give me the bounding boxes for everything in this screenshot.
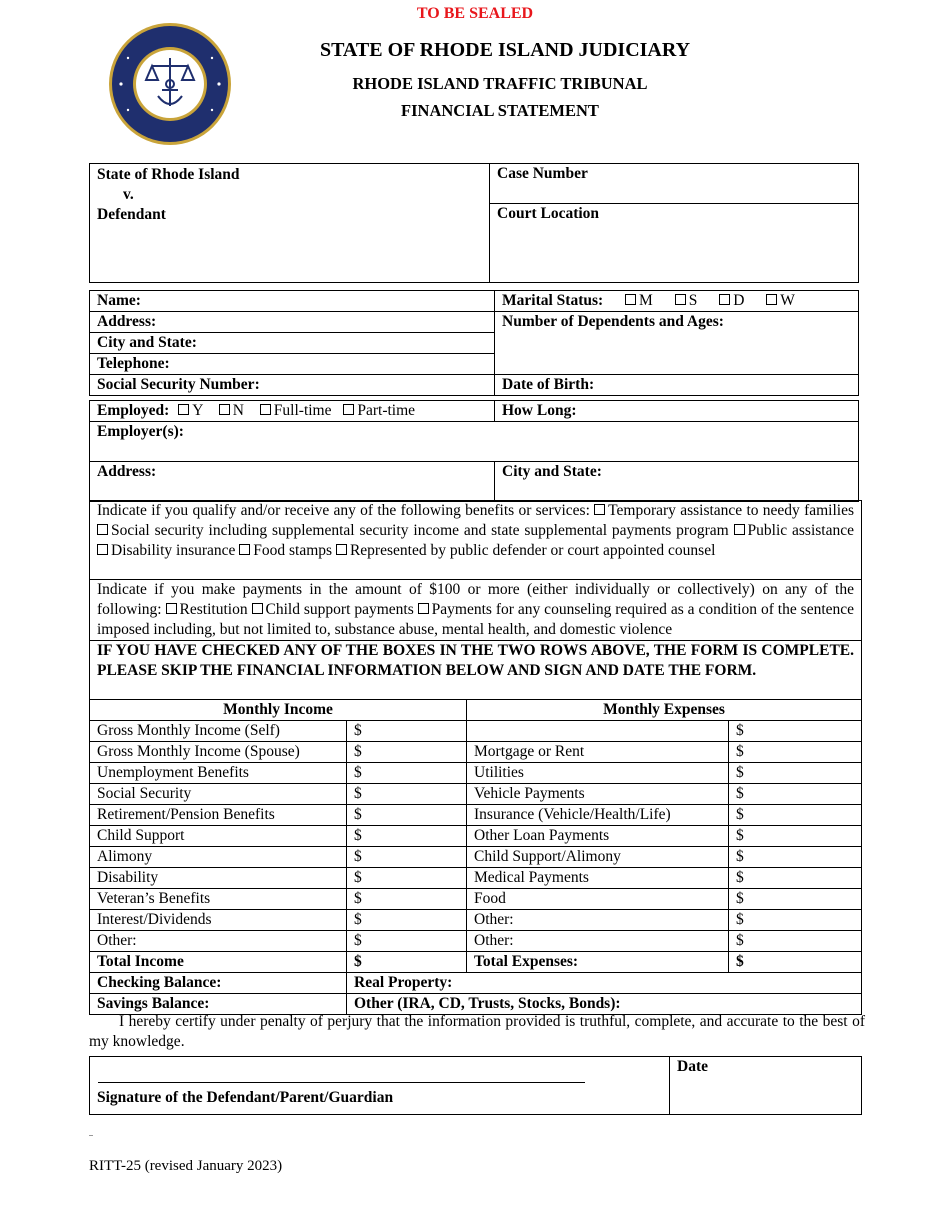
payments-row [90, 580, 862, 641]
expense-amount-field[interactable]: $ [729, 721, 862, 742]
employed-label: Employed: [97, 402, 170, 419]
name-field[interactable] [90, 291, 495, 312]
income-label: Alimony [90, 847, 347, 868]
benefit-tanf-checkbox[interactable] [594, 504, 605, 515]
date-label: Date [677, 1058, 708, 1075]
address-label: Address: [97, 313, 157, 330]
benefits-row [90, 501, 862, 580]
expense-amount-field[interactable]: $ [729, 847, 862, 868]
signature-line [98, 1082, 585, 1083]
case-state-label: State of Rhode Island [97, 166, 240, 183]
benefit-ssi-checkbox[interactable] [97, 524, 108, 535]
how-long-field[interactable] [495, 401, 859, 422]
case-number-field[interactable] [490, 164, 859, 204]
expense-label: Mortgage or Rent [467, 742, 729, 763]
expense-label: Other Loan Payments [467, 826, 729, 847]
employed-n-label: N [232, 402, 244, 419]
marital-s-label: S [688, 292, 698, 309]
part-time-checkbox[interactable] [343, 404, 354, 415]
real-property-label: Real Property: [354, 974, 453, 991]
how-long-label: How Long: [502, 402, 577, 419]
expense-label: Medical Payments [467, 868, 729, 889]
signature-table [89, 1056, 862, 1115]
income-label: Gross Monthly Income (Self) [90, 721, 347, 742]
case-versus-label: v. [123, 186, 134, 203]
benefit-public-defender-checkbox[interactable] [336, 544, 347, 555]
full-time-checkbox[interactable] [260, 404, 271, 415]
income-label: Child Support [90, 826, 347, 847]
finance-row [90, 847, 862, 868]
ssn-field[interactable] [90, 375, 495, 396]
real-property-field[interactable] [347, 973, 862, 994]
employed-n-checkbox[interactable] [219, 404, 230, 415]
income-amount-field[interactable]: $ [347, 931, 467, 952]
benefit-tanf-label: Temporary assistance to needy families [608, 502, 855, 519]
benefit-food-stamps-label: Food stamps [253, 542, 333, 559]
benefit-disability-checkbox[interactable] [97, 544, 108, 555]
marital-m-label: M [639, 292, 653, 309]
finance-row [90, 931, 862, 952]
employer-city-state-field[interactable] [495, 462, 859, 502]
court-location-field[interactable] [490, 204, 859, 283]
other-assets-label: Other (IRA, CD, Trusts, Stocks, Bonds): [354, 995, 621, 1012]
city-state-label: City and State: [97, 334, 197, 351]
marital-s-checkbox[interactable] [675, 294, 686, 305]
payments-intro: Indicate if you make payments in the amount of $100 or more (either individually or collectively) on any of the following: [97, 581, 854, 618]
finance-row [90, 805, 862, 826]
to-be-sealed-notice: TO BE SEALED [416, 5, 534, 22]
telephone-field[interactable] [90, 354, 495, 375]
checking-balance-label: Checking Balance: [97, 974, 222, 991]
expense-label: Food [467, 889, 729, 910]
income-label: Veteran’s Benefits [90, 889, 347, 910]
expense-label: Utilities [467, 763, 729, 784]
expense-amount-field[interactable]: $ [729, 910, 862, 931]
benefit-public-assistance-label: Public assistance [747, 522, 855, 539]
total-income-field[interactable]: $ [347, 952, 467, 973]
dependents-label: Number of Dependents and Ages: [502, 313, 724, 330]
expense-amount-field[interactable]: $ [729, 868, 862, 889]
footer-mark [89, 1135, 93, 1136]
employed-y-label: Y [192, 402, 203, 419]
payment-counseling-checkbox[interactable] [418, 603, 429, 614]
expense-label [467, 721, 729, 742]
expense-amount-field[interactable]: $ [729, 889, 862, 910]
expense-amount-field[interactable]: $ [729, 784, 862, 805]
case-number-label: Case Number [497, 165, 588, 182]
personal-info-table [89, 290, 859, 396]
income-label: Interest/Dividends [90, 910, 347, 931]
marital-d-label: D [733, 292, 745, 309]
expense-amount-field[interactable]: $ [729, 763, 862, 784]
payment-restitution-checkbox[interactable] [166, 603, 177, 614]
page-subtitle: RHODE ISLAND TRAFFIC TRIBUNAL [352, 74, 648, 93]
income-amount-field[interactable]: $ [347, 847, 467, 868]
income-label: Social Security [90, 784, 347, 805]
benefits-table [89, 500, 862, 700]
income-label: Disability [90, 868, 347, 889]
payment-child-support-label: Child support payments [265, 601, 414, 618]
date-field[interactable] [670, 1057, 862, 1115]
form-id-footer: RITT-25 (revised January 2023) [89, 1158, 283, 1174]
finance-table [89, 699, 862, 1015]
benefits-intro: Indicate if you qualify and/or receive any of the following benefits or services: [97, 502, 590, 519]
marital-m-checkbox[interactable] [625, 294, 636, 305]
signature-label: Signature of the Defendant/Parent/Guardian [97, 1089, 394, 1106]
benefit-public-defender-label: Represented by public defender or court appointed counsel [349, 542, 716, 559]
expense-amount-field[interactable]: $ [729, 826, 862, 847]
checking-balance-field[interactable] [90, 973, 347, 994]
employer-address-field[interactable] [90, 462, 495, 502]
total-income-label: Total Income [90, 952, 347, 973]
skip-notice: IF YOU HAVE CHECKED ANY OF THE BOXES IN THE TWO ROWS ABOVE, THE FORM IS COMPLETE. PLEASE SKIP THE FINANCIAL INFORMATION BELOW AND SIGN AND DATE THE FORM. [90, 641, 862, 700]
expense-amount-field[interactable]: $ [729, 805, 862, 826]
marital-w-checkbox[interactable] [766, 294, 777, 305]
finance-row [90, 763, 862, 784]
total-expenses-label: Total Expenses: [467, 952, 729, 973]
case-defendant-label: Defendant [97, 206, 166, 223]
employer-address-label: Address: [97, 463, 157, 480]
total-expenses-field[interactable]: $ [729, 952, 862, 973]
employment-table [89, 400, 859, 502]
ssn-label: Social Security Number: [97, 376, 260, 393]
court-location-label: Court Location [497, 205, 600, 222]
benefit-disability-label: Disability insurance [111, 542, 236, 559]
payment-restitution-label: Restitution [179, 601, 248, 618]
dob-field[interactable] [495, 375, 859, 396]
finance-row [90, 868, 862, 889]
finance-row [90, 784, 862, 805]
benefit-ssi-label: Social security including supplemental security income and state supplemental payments program [111, 522, 729, 539]
expense-amount-field[interactable]: $ [729, 931, 862, 952]
income-label: Unemployment Benefits [90, 763, 347, 784]
income-amount-field[interactable]: $ [347, 910, 467, 931]
expense-label: Other: [467, 910, 729, 931]
income-label: Gross Monthly Income (Spouse) [90, 742, 347, 763]
finance-row [90, 910, 862, 931]
case-table [89, 163, 859, 283]
marital-status-label: Marital Status: [502, 292, 604, 309]
income-amount-field[interactable]: $ [347, 721, 467, 742]
benefit-food-stamps-checkbox[interactable] [239, 544, 250, 555]
page-title: STATE OF RHODE ISLAND JUDICIARY [319, 39, 691, 61]
expense-label: Insurance (Vehicle/Health/Life) [467, 805, 729, 826]
income-amount-field[interactable]: $ [347, 763, 467, 784]
marital-w-label: W [780, 292, 795, 309]
certification-text: I hereby certify under penalty of perjury that the information provided is truthful, complete, and accurate to the best of my knowledge. [89, 1013, 865, 1050]
expense-label: Other: [467, 931, 729, 952]
dependents-field[interactable] [495, 312, 859, 375]
expense-label: Vehicle Payments [467, 784, 729, 805]
full-time-label: Full-time [273, 402, 332, 419]
finance-row [90, 826, 862, 847]
monthly-expenses-header: Monthly Expenses [467, 700, 862, 721]
benefit-public-assistance-checkbox[interactable] [734, 524, 745, 535]
finance-row [90, 889, 862, 910]
income-amount-field[interactable]: $ [347, 826, 467, 847]
savings-balance-label: Savings Balance: [97, 995, 210, 1012]
name-label: Name: [97, 292, 141, 309]
income-amount-field[interactable]: $ [347, 889, 467, 910]
form-title: FINANCIAL STATEMENT [401, 101, 599, 120]
employers-field[interactable] [90, 422, 859, 462]
signature-field[interactable] [90, 1057, 670, 1115]
telephone-label: Telephone: [97, 355, 170, 372]
expense-label: Child Support/Alimony [467, 847, 729, 868]
employers-label: Employer(s): [97, 423, 184, 440]
income-amount-field[interactable]: $ [347, 742, 467, 763]
income-amount-field[interactable]: $ [347, 868, 467, 889]
finance-row [90, 721, 862, 742]
expense-amount-field[interactable]: $ [729, 742, 862, 763]
income-label: Retirement/Pension Benefits [90, 805, 347, 826]
employed-field [90, 401, 495, 422]
employed-y-checkbox[interactable] [178, 404, 189, 415]
income-amount-field[interactable]: $ [347, 784, 467, 805]
payment-child-support-checkbox[interactable] [252, 603, 263, 614]
address-field[interactable] [90, 312, 495, 333]
marital-status-field [495, 291, 859, 312]
part-time-label: Part-time [357, 402, 416, 419]
finance-row [90, 742, 862, 763]
income-label: Other: [90, 931, 347, 952]
payment-counseling-label: Payments for any counseling required as a condition of the sentence imposed including, but not limited to, substance abuse, mental health, and domestic violence [97, 601, 855, 638]
case-caption-cell[interactable] [90, 164, 490, 283]
income-amount-field[interactable]: $ [347, 805, 467, 826]
marital-d-checkbox[interactable] [719, 294, 730, 305]
employer-city-state-label: City and State: [502, 463, 602, 480]
dob-label: Date of Birth: [502, 376, 595, 393]
monthly-income-header: Monthly Income [90, 700, 467, 721]
city-state-field[interactable] [90, 333, 495, 354]
